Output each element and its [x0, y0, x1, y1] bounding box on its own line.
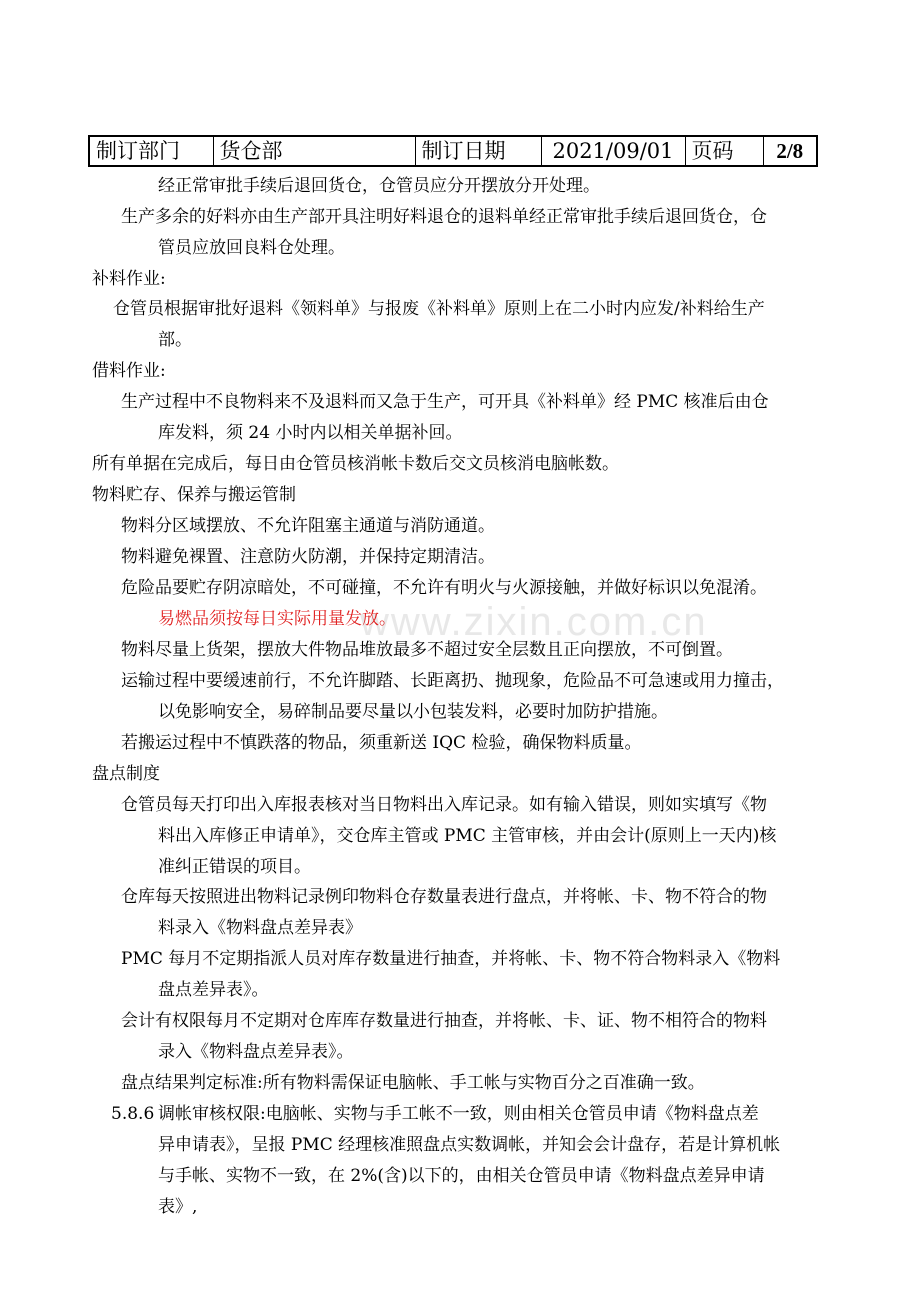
watermark: www.zixin.com.cn — [360, 600, 708, 644]
text-line: 物料分区域摆放、不允许阻塞主通道与消防通道。 — [121, 516, 495, 536]
text-line: 经正常审批手续后退回货仓，仓管员应分开摆放分开处理。 — [158, 176, 600, 196]
date-label: 制订日期 — [415, 136, 541, 166]
header-table — [88, 135, 818, 167]
text-line: 管员应放回良料仓处理。 — [158, 238, 345, 258]
date-value: 2021/09/01 — [541, 136, 685, 166]
text-line: 仓管员根据审批好退料《领料单》与报废《补料单》原则上在二小时内应发/补料给生产 — [113, 299, 765, 319]
highlight-line: 易燃品须按每日实际用量发放。 — [158, 609, 396, 629]
page-label: 页码 — [685, 136, 763, 166]
text-line: 运输过程中要缓速前行，不允许脚踏、长距离扔、抛现象，危险品不可急速或用力撞击， — [121, 671, 784, 691]
dept-value: 货仓部 — [213, 136, 415, 166]
clause-number: 5.8.6 — [111, 1104, 155, 1124]
page-value: 2/8 — [763, 136, 817, 166]
text-line: 生产过程中不良物料来不及退料而又急于生产，可开具《补料单》经 PMC 核准后由仓 — [121, 392, 769, 412]
text-line: 表》, — [158, 1197, 198, 1217]
text-line: 盘点差异表》。 — [158, 980, 269, 1000]
text-line: 盘点结果判定标准:所有物料需保证电脑帐、手工帐与实物百分之百准确一致。 — [121, 1073, 705, 1093]
text-line: 异申请表》，呈报 PMC 经理核准照盘点实数调帐，并知会会计盘存，若是计算机帐 — [158, 1135, 781, 1155]
text-line: PMC 每月不定期指派人员对库存数量进行抽查，并将帐、卡、物不符合物料录入《物料 — [121, 949, 781, 969]
text-line: 所有单据在完成后，每日由仓管员核消帐卡数后交文员核消电脑帐数。 — [92, 454, 619, 474]
text-line: 部。 — [158, 330, 192, 350]
text-line: 料出入库修正申请单》，交仓库主管或 PMC 主管审核，并由会计(原则上一天内)核 — [158, 826, 777, 846]
text-line: 物料尽量上货架，摆放大件物品堆放最多不超过安全层数且正向摆放，不可倒置。 — [121, 640, 733, 660]
text-line: 与手帐、实物不一致，在 2%(含)以下的，由相关仓管员申请《物料盘点差异申请 — [158, 1166, 765, 1186]
section-heading: 物料贮存、保养与搬运管制 — [92, 485, 296, 505]
text-line: 会计有权限每月不定期对仓库库存数量进行抽查，并将帐、卡、证、物不相符合的物料 — [121, 1011, 767, 1031]
text-line: 危险品要贮存阴凉暗处，不可碰撞，不允许有明火与火源接触，并做好标识以免混淆。 — [121, 578, 767, 598]
dept-label: 制订部门 — [89, 136, 213, 166]
text-line: 以免影响安全，易碎制品要尽量以小包装发料，必要时加防护措施。 — [158, 702, 668, 722]
section-heading: 补料作业: — [92, 269, 166, 289]
text-line: 准纠正错误的项目。 — [158, 857, 311, 877]
text-line: 料录入《物料盘点差异表》 — [158, 918, 362, 938]
text-line: 若搬运过程中不慎跌落的物品，须重新送 IQC 检验，确保物料质量。 — [121, 733, 642, 753]
text-line: 录入《物料盘点差异表》。 — [158, 1042, 354, 1062]
text-line: 库发料，须 24 小时内以相关单据补回。 — [158, 423, 463, 443]
text-line: 物料避免裸置、注意防火防潮，并保持定期清洁。 — [121, 547, 495, 567]
text-line: 仓库每天按照进出物料记录例印物料仓存数量表进行盘点，并将帐、卡、物不符合的物 — [121, 887, 767, 907]
section-heading: 借料作业: — [92, 361, 166, 381]
text-line: 仓管员每天打印出入库报表核对当日物料出入库记录。如有输入错误，则如实填写《物 — [121, 795, 767, 815]
text-line: 调帐审核权限:电脑帐、实物与手工帐不一致，则由相关仓管员申请《物料盘点差 — [158, 1104, 759, 1124]
section-heading: 盘点制度 — [92, 764, 160, 784]
text-line: 生产多余的好料亦由生产部开具注明好料退仓的退料单经正常审批手续后退回货仓，仓 — [121, 207, 767, 227]
